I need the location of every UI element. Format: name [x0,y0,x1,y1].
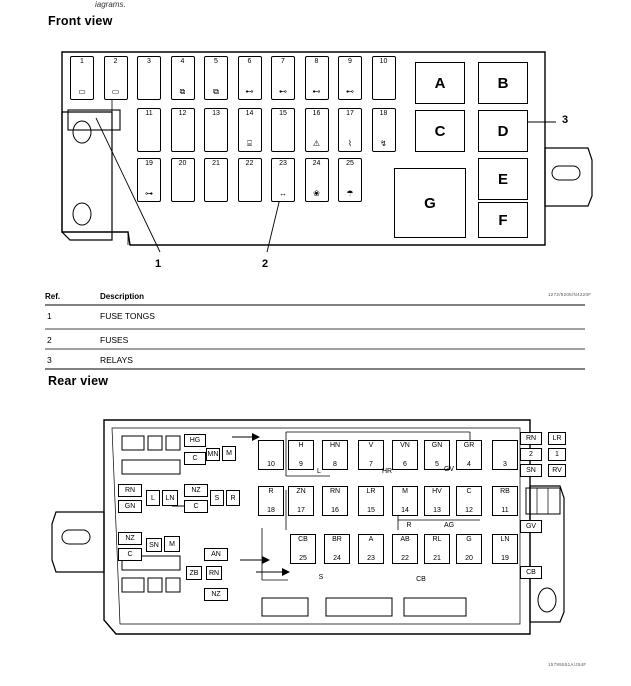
lamp-icon: ▭ [111,87,120,96]
tag-rn-2[interactable]: RN [206,566,222,580]
fuse-code: LN [500,536,510,543]
arrows-icon: ↔ [279,189,287,198]
fuse-number: 10 [267,461,275,468]
relay-d[interactable]: D [478,110,528,152]
relay-f[interactable]: F [478,202,528,238]
bus-label-hr: HR [381,468,393,475]
fuse-code: C [466,488,472,495]
grid-icon: ⌸ [247,139,252,148]
fan-icon: ❀ [313,189,320,198]
fuse-number: 20 [178,160,187,167]
rear-right-cb[interactable]: CB [520,566,542,579]
fuse-code: HV [432,488,442,495]
fuse-number: 16 [331,507,339,514]
rear-right-rn[interactable]: RN [520,432,542,445]
fuse-number: 8 [333,461,337,468]
rear-part-number: 15795551A/J54F [548,662,587,667]
fuse-number: 22 [245,160,254,167]
fuse-code: A [368,536,374,543]
bus-label-ag: AG [443,522,455,529]
tag-m-2[interactable]: M [164,536,180,552]
tag-c-3[interactable]: C [118,548,142,561]
rear-fuse-18[interactable] [258,486,284,516]
fuse-code: GN [431,442,443,449]
fog-lamp-icon: ⊶ [145,189,153,198]
lamp-icon: ▭ [78,87,86,96]
plug-icon: ↯ [380,139,387,148]
fuse-number: 17 [297,507,305,514]
tag-s[interactable]: S [210,490,224,506]
fuse-code: R [268,488,274,495]
fuse-number: 14 [245,110,254,117]
fuse-code: AB [400,536,410,543]
table-header-description: Description [100,292,145,301]
fuse-code: M [402,488,408,495]
tag-zb[interactable]: ZB [186,566,202,580]
warning-triangle-icon: ⚠ [312,139,321,148]
bus-label-l: L [317,468,321,475]
rear-fuse-17[interactable] [288,486,314,516]
relay-a[interactable]: A [415,62,465,104]
rear-fuse-24[interactable] [324,534,350,564]
fuse-code: BR [332,536,342,543]
rear-fuse-13[interactable] [424,486,450,516]
rear-fuse-11[interactable] [492,486,518,516]
rear-fuse-9[interactable] [288,440,314,470]
fuse-number: 15 [279,110,287,117]
bulb-icon: ⧉ [179,87,186,96]
tag-hg[interactable]: HG [184,434,206,447]
relay-c[interactable]: C [415,110,465,152]
rear-fuse-7[interactable] [358,440,384,470]
fuse-number: 6 [247,58,252,65]
fuse-number: 16 [312,110,321,117]
fuse-number: 20 [465,555,473,562]
table-header-ref: Ref. [45,292,61,301]
fuse-code: LR [366,488,376,495]
tag-c-1[interactable]: C [184,452,206,465]
fuse-number: 18 [267,507,275,514]
washer-icon: ☂ [346,189,354,198]
front-view-title: Front view [48,14,113,28]
fuse-number: 18 [379,110,388,117]
fuse-number: 4 [467,461,471,468]
tag-sn[interactable]: SN [146,538,162,552]
fuse-code: RN [329,488,341,495]
tag-nz-3[interactable]: NZ [204,588,228,601]
fuse-number: 17 [346,110,354,117]
rear-fuse-6[interactable] [392,440,418,470]
rear-fuse-19[interactable] [492,534,518,564]
callout-2: 2 [262,258,269,270]
fuse-code: H [298,442,304,449]
fuse-number: 12 [465,507,473,514]
rear-right-gv[interactable]: GV [520,520,542,533]
fuse-code: CB [298,536,308,543]
fuse-code: VN [400,442,410,449]
fuse-code: G [466,536,472,543]
rear-right-rv[interactable]: RV [548,464,566,477]
fuse-number: 12 [178,110,187,117]
fuse-number: 14 [401,507,409,514]
fuse-number: 11 [501,507,509,514]
tag-nz-2[interactable]: NZ [118,532,142,545]
fuse-number: 6 [403,461,407,468]
rear-fuse-4[interactable] [456,440,482,470]
rear-right-lr[interactable]: LR [548,432,566,445]
relay-e[interactable]: E [478,158,528,200]
callout-3: 3 [562,114,569,126]
rear-fuse-21[interactable] [424,534,450,564]
table-cell-ref: 2 [47,335,52,345]
table-cell-description: RELAYS [100,355,133,365]
fuse-number: 19 [501,555,509,562]
fuse-number: 11 [145,110,153,117]
table-cell-ref: 3 [47,355,52,365]
rear-view-title: Rear view [48,374,109,388]
tag-l[interactable]: L [146,490,160,506]
tag-rn-1[interactable]: RN [118,484,142,497]
tag-m-1[interactable]: M [222,446,236,461]
fuse-number: 24 [333,555,341,562]
fuse-number: 25 [299,555,307,562]
headlamp-icon: ⊷ [346,87,354,96]
rear-fuse-22[interactable] [392,534,418,564]
headlamp-icon: ⊷ [312,87,321,96]
tag-r-1[interactable]: R [226,490,240,506]
fuse-number: 5 [435,461,439,468]
fuse-number: 5 [214,58,218,65]
relay-g[interactable]: G [394,168,466,238]
fuse-code: RB [500,488,510,495]
fuse-code: V [368,442,374,449]
fuse-number: 2 [113,58,118,65]
fuse-number: 23 [367,555,375,562]
bus-label-gv: GV [443,466,455,473]
bus-label-r: R [406,522,412,529]
fuse-number: 7 [369,461,373,468]
relay-b[interactable]: B [478,62,528,104]
rear-fuse-15[interactable] [358,486,384,516]
fuse-number: 25 [346,160,354,167]
fuse-number: 24 [312,160,321,167]
fuse-number: 10 [379,58,388,65]
tag-ln[interactable]: LN [162,490,178,506]
tag-nz-1[interactable]: NZ [184,484,208,497]
fuse-number: 13 [212,110,220,117]
fuse-number: 7 [281,58,285,65]
rear-fuse-14[interactable] [392,486,418,516]
fuse-number: 21 [433,555,441,562]
fuse-code: RL [432,536,442,543]
fuse-code: GR [463,442,475,449]
tag-mn[interactable]: MN [206,448,220,461]
callout-1: 1 [155,258,162,270]
headlamp-icon: ⊷ [245,87,254,96]
horn-icon: ⌇ [348,139,352,148]
fuse-number: 13 [433,507,441,514]
top-note: iagrams. [95,0,126,9]
fuse-number: 19 [145,160,153,167]
tag-c-2[interactable]: C [184,500,208,513]
fuse-number: 23 [279,160,287,167]
fuse-number: 3 [147,58,151,65]
fuse-number: 9 [299,461,303,468]
front-part-number: 1272/9205/N4220F [548,292,592,297]
fuse-number: 8 [314,58,319,65]
fuse-code: ZN [296,488,306,495]
table-cell-description: FUSE TONGS [100,311,155,321]
fuse-number: 3 [503,461,507,468]
fuse-number: 9 [348,58,352,65]
table-cell-ref: 1 [47,311,52,321]
rear-fuse-10[interactable] [258,440,284,470]
rear-fuse-23[interactable] [358,534,384,564]
fuse-number: 4 [180,58,185,65]
rear-fuse-25[interactable] [290,534,316,564]
tag-gn[interactable]: GN [118,500,142,513]
rear-fuse-20[interactable] [456,534,482,564]
bus-label-cb: CB [416,576,426,583]
fuse-number: 1 [80,58,84,65]
rear-fuse-12[interactable] [456,486,482,516]
rear-fuse-3[interactable] [492,440,518,470]
fuse-number: 15 [367,507,375,514]
rear-right-2[interactable]: 2 [520,448,542,461]
fuse-number: 22 [401,555,409,562]
rear-right-1[interactable]: 1 [548,448,566,461]
tag-an[interactable]: AN [204,548,228,561]
fuse-code: HN [329,442,341,449]
table-cell-description: FUSES [100,335,129,345]
headlamp-icon: ⊷ [279,87,287,96]
fuse-number: 21 [212,160,220,167]
rear-fuse-8[interactable] [322,440,348,470]
rear-right-sn[interactable]: SN [520,464,542,477]
bus-label-s: S [318,574,324,581]
rear-fuse-16[interactable] [322,486,348,516]
bulb-icon: ⧉ [213,87,219,96]
